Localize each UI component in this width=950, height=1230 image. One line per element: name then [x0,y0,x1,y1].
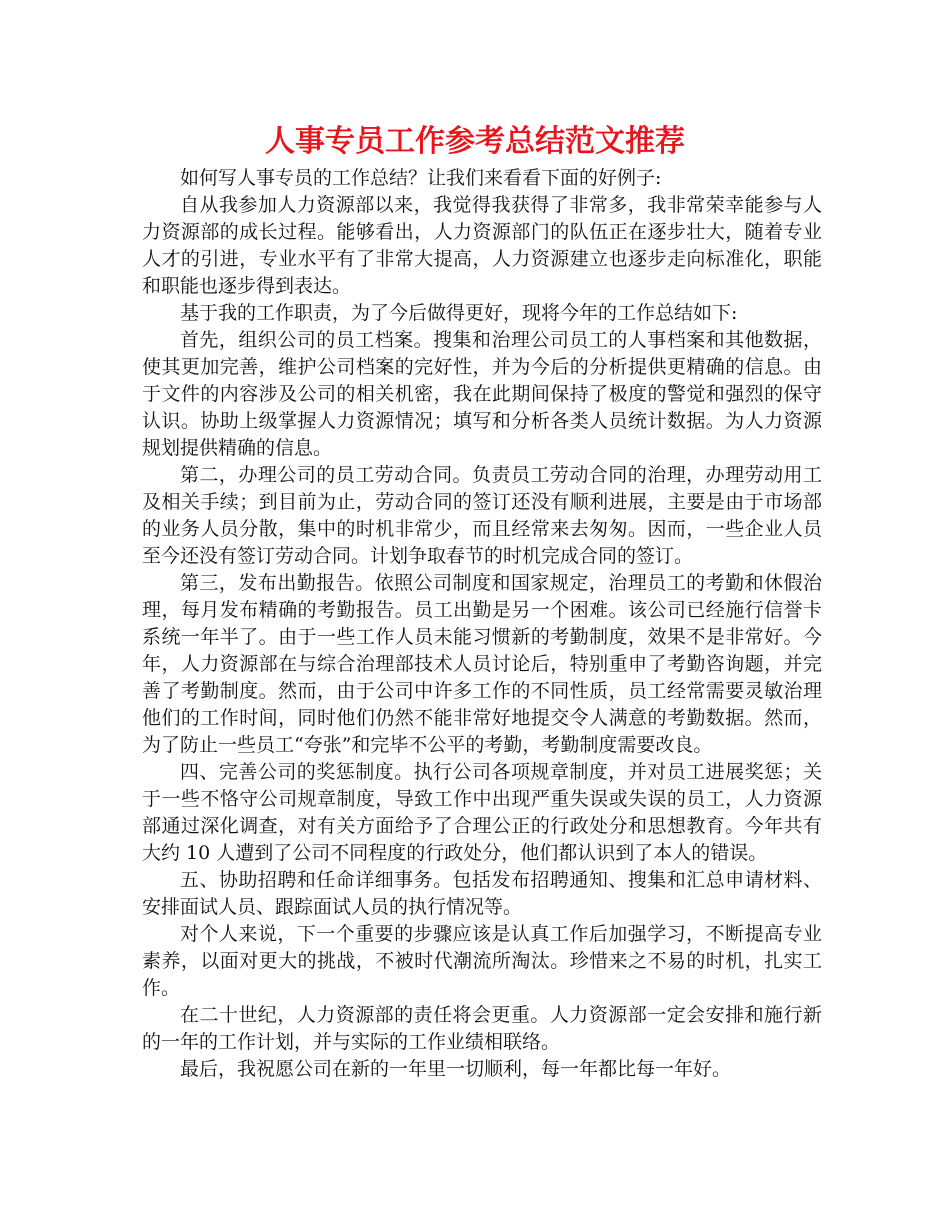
paragraph-rewards-penalties: 四、完善公司的奖惩制度。执行公司各项规章制度，并对员工进展奖惩；关于一些不恪守公司规章制度，导致工作中出现严重失误或失误的员工，人力资源部通过深化调查，对有关方面给予了合理公正的行政处分和思想教育。今年共有大约 10 人遭到了公司不同程度的行政处分，他们都认识到了本人的错误。 [142,761,822,864]
document-body [142,165,822,1083]
paragraph-closing-wishes: 最后，我祝愿公司在新的一年里一切顺利，每一年都比每一年好。 [180,1058,732,1080]
paragraph-labor-contracts: 第二，办理公司的员工劳动合同。负责员工劳动合同的治理，办理劳动用工及相关手续；到目前为止，劳动合同的签订还没有顺利进展，主要是由于市场部的业务人员分散，集中的时机非常少，而且经常来去匆匆。因而，一些企业人员至今还没有签订劳动合同。计划争取春节的时机完成合同的签订。 [142,464,822,567]
paragraph-personal-growth: 对个人来说，下一个重要的步骤应该是认真工作后加强学习，不断提高专业素养，以面对更大的挑战，不被时代潮流所淘汰。珍惜来之不易的时机，扎实工作。 [142,923,822,999]
paragraph-recruitment: 五、协助招聘和任命详细事务。包括发布招聘通知、搜集和汇总申请材料、安排面试人员、跟踪面试人员的执行情况等。 [142,869,822,918]
paragraph-intro: 如何写人事专员的工作总结？让我们来看看下面的好例子: [180,167,662,189]
document-title: 人事专员工作参考总结范文推荐 [265,124,685,159]
paragraph-new-century: 在二十世纪，人力资源部的责任将会更重。人力资源部一定会安排和施行新的一年的工作计划，并与实际的工作业绩相联络。 [142,1004,822,1053]
paragraph-employee-files: 首先，组织公司的员工档案。搜集和治理公司员工的人事档案和其他数据，使其更加完善，维护公司档案的完好性，并为今后的分析提供更精确的信息。由于文件的内容涉及公司的相关机密，我在此期间保持了极度的警觉和强烈的保守认识。协助上级掌握人力资源情况；填写和分析各类人员统计数据。为人力资源规划提供精确的信息。 [142,329,822,459]
paragraph-attendance-reports: 第三，发布出勤报告。依照公司制度和国家规定，治理员工的考勤和休假治理，每月发布精确的考勤报告。员工出勤是另一个困难。该公司已经施行信誉卡系统一年半了。由于一些工作人员未能习惯新的考勤制度，效果不是非常好。今年，人力资源部在与综合治理部技术人员讨论后，特别重申了考勤咨询题，并完善了考勤制度。然而，由于公司中许多工作的不同性质，员工经常需要灵敏治理他们的工作时间，同时他们仍然不能非常好地提交令人满意的考勤数据。然而，为了防止一些员工“夸张”和完毕不公平的考勤，考勤制度需要改良。 [142,572,822,756]
paragraph-joining-hr: 自从我参加人力资源部以来，我觉得我获得了非常多，我非常荣幸能参与人力资源部的成长过程。能够看出，人力资源部门的队伍正在逐步壮大，随着专业人才的引进，专业水平有了非常大提高，人力资源建立也逐步走向标准化，职能和职能也逐步得到表达。 [142,194,822,297]
paragraph-summary-lead: 基于我的工作职责，为了今后做得更好，现将今年的工作总结如下: [180,302,738,324]
